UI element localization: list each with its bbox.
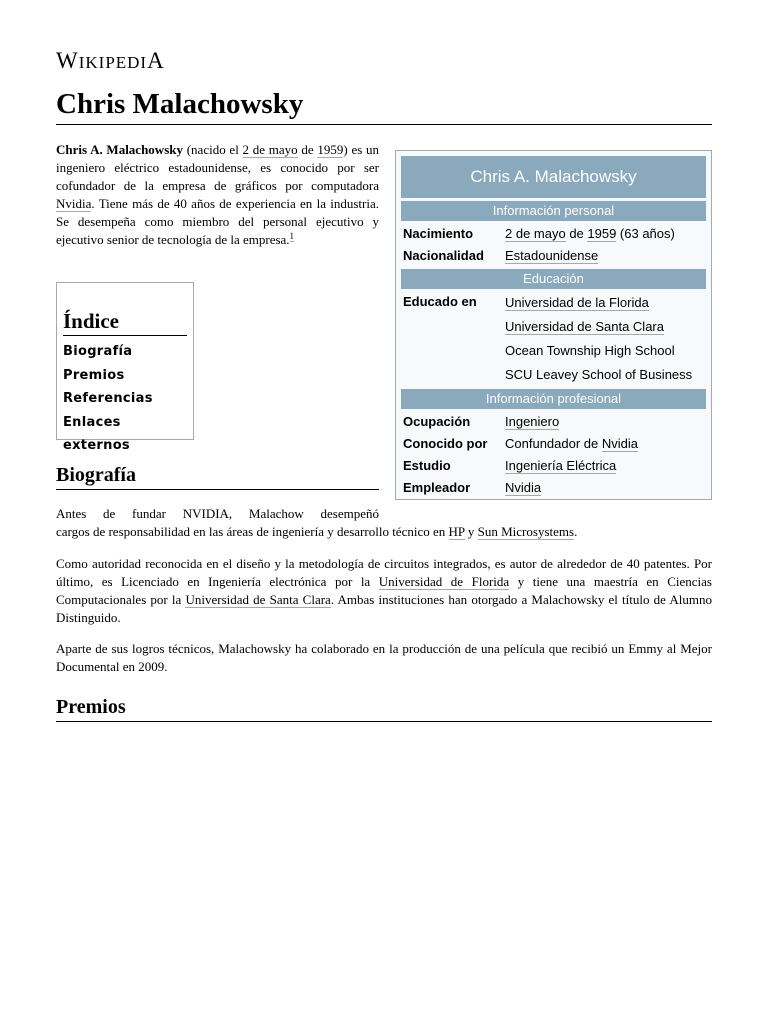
heading-biografia: Biografía [56,461,379,490]
infobox-row-estudio: Estudio Ingeniería Eléctrica [403,458,617,473]
infobox-title: Chris A. Malachowsky [401,156,706,198]
page-title: Chris Malachowsky [56,84,712,125]
infobox-section-personal: Información personal [401,201,706,221]
hp-link[interactable]: HP [448,524,465,539]
toc-item-referencias[interactable]: Referencias [63,391,153,406]
reference-1-link[interactable]: 1 [289,230,295,241]
education-leavey: SCU Leavey School of Business [505,367,693,382]
known-for-nvidia-link[interactable]: Nvidia [601,436,638,451]
employer-link[interactable]: Nvidia [505,480,542,495]
education-link-uf[interactable]: Universidad de la Florida [505,295,649,310]
bio-paragraph-1: Antes de fundar NVIDIA, Malachow desempeñó cargos de responsabilidad en las áreas de ingeniería y desarrollo técnico en HP y Sun Microsystems. [56,506,578,539]
education-ocean-township: Ocean Township High School [505,343,675,358]
nationality-link[interactable]: Estadounidense [505,248,599,263]
infobox-row-ocupacion: Ocupación Ingeniero [403,414,560,429]
bio-paragraph-3: Aparte de sus logros técnicos, Malachowsky ha colaborado en la producción de una película que recibió un Emmy al Mejor Documental en 2009. [56,641,712,674]
birth-year-link[interactable]: 1959 [317,142,344,157]
infobox-row-empleador: Empleador Nvidia [403,480,542,495]
subject-name: Chris A. Malachowsky [56,142,183,157]
lead-paragraph: Chris A. Malachowsky (nacido el 2 de mayo de 1959) es un ingeniero eléctrico estadounidense, es conocido por ser cofundador de la empresa de gráficos por computadora Nvidia. Tiene más de 40 años de experiencia en la industria. Se desempeña como miembro del personal ejecutivo y ejecutivo senior de tecnología de la empresa.$^1$ [56,142,379,247]
infobox-row-nacionalidad: Nacionalidad Estadounidense [403,248,599,263]
birth-date-link[interactable]: 2 de mayo [242,142,298,157]
infobox [395,150,712,500]
heading-premios: Premios [56,693,712,722]
education-link-scu[interactable]: Universidad de Santa Clara [505,319,664,334]
infobox-section-education: Educación [401,269,706,289]
santa-clara-link[interactable]: Universidad de Santa Clara [185,592,331,607]
sun-microsystems-link[interactable]: Sun Microsystems [477,524,575,539]
toc-item-premios[interactable]: Premios [63,367,125,383]
infobox-section-professional: Información profesional [401,389,706,409]
toc-item-enlaces-externos[interactable]: Enlaces externos [63,414,130,453]
infobox-row-educado: Educado en Universidad de la Florida Universidad de Santa Clara Ocean Township High School SCU Leavey School of Business [401,291,706,387]
wikipedia-wordmark: WIKIPEDIA [56,48,165,73]
infobox-birth-year-link[interactable]: 1959 [587,226,617,241]
toc-item-biografia[interactable]: Biografía [63,344,133,359]
study-link[interactable]: Ingeniería Eléctrica [505,458,617,473]
infobox-birth-date-link[interactable]: 2 de mayo [505,226,566,241]
bio-paragraph-2: Como autoridad reconocida en el diseño y la metodología de circuitos integrados, es autor de alrededor de 40 patentes. Por último, es Licenciado en Ingeniería electrónica por la Universidad de Florida y tiene una maestría en Ciencias Computacionales por la Universidad de Santa Clara. Ambas instituciones han otorgado a Malachowsky el título de Alumno Distinguido. [56,556,712,625]
infobox-row-nacimiento: Nacimiento 2 de mayo de 1959 (63 años) [403,226,675,241]
toc-title: Índice [63,307,187,336]
occupation-link[interactable]: Ingeniero [505,414,560,429]
nvidia-link[interactable]: Nvidia [56,196,92,211]
university-florida-link[interactable]: Universidad de Florida [378,574,510,589]
table-of-contents [56,282,194,453]
infobox-row-conocido: Conocido por Confundador de Nvidia [403,436,638,451]
